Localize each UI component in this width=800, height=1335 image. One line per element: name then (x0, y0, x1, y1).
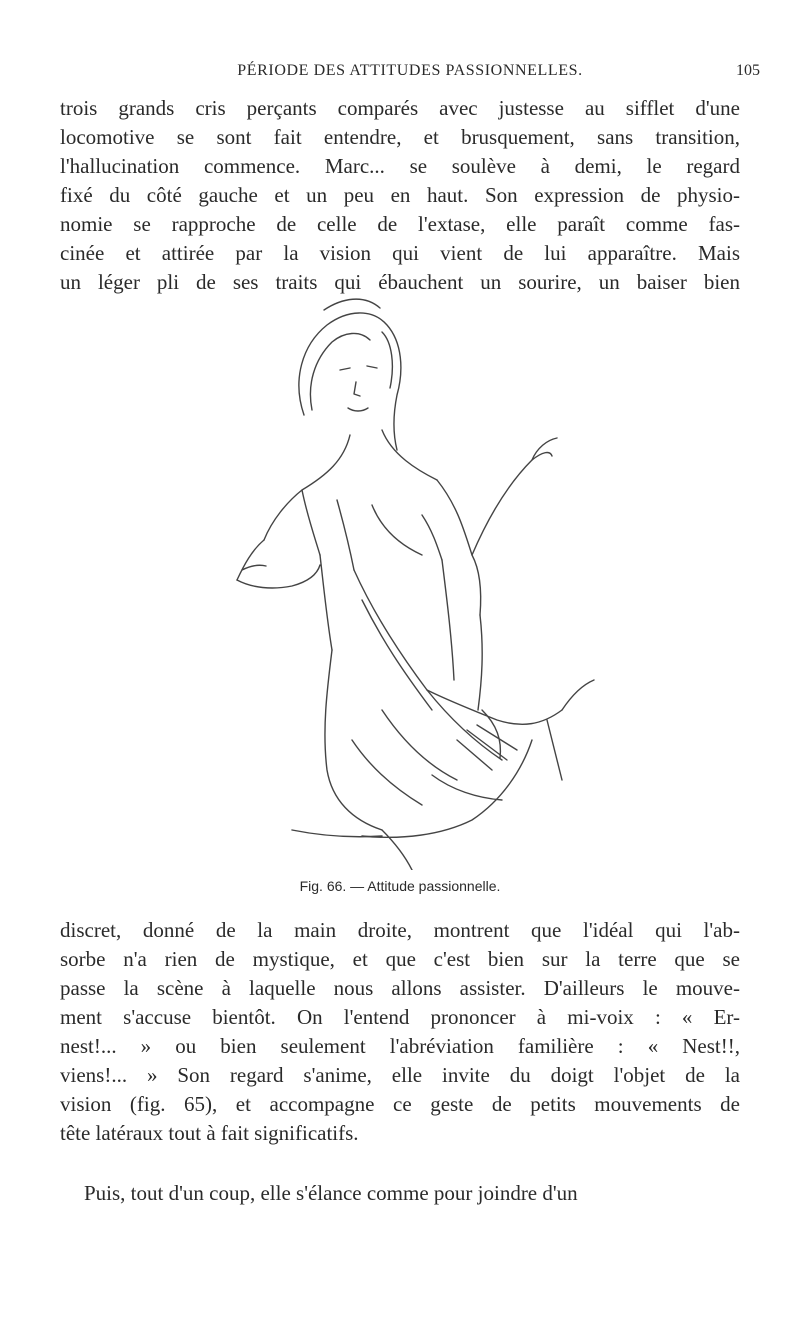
text-line: passe la scène à laquelle nous allons assister. D'ailleurs le mouve- (60, 976, 740, 1000)
text-line: vision (fig. 65), et accompagne ce geste de petits mouvements de (60, 1092, 740, 1116)
paragraph-2 (60, 916, 740, 1148)
text-line: cinée et attirée par la vision qui vient de lui apparaître. Mais (60, 241, 740, 265)
text-line: nomie se rapproche de celle de l'extase, elle paraît comme fas- (60, 212, 740, 236)
text-line: locomotive se sont fait entendre, et brusquement, sans transition, (60, 125, 740, 149)
page-number: 105 (736, 62, 760, 79)
paragraph-3 (60, 1179, 740, 1208)
figure-illustration (232, 270, 612, 870)
text-line: viens!... » Son regard s'anime, elle invite du doigt l'objet de la (60, 1063, 740, 1087)
text-line: l'hallucination commence. Marc... se soulève à demi, le regard (60, 154, 740, 178)
text-line: nest!... » ou bien seulement l'abréviation familière : « Nest!!, (60, 1034, 740, 1058)
running-head-title: PÉRIODE DES ATTITUDES PASSIONNELLES. (237, 62, 583, 79)
text-line: sorbe n'a rien de mystique, et que c'est bien sur la terre que se (60, 947, 740, 971)
text-line: tête latéraux tout à fait significatifs. (60, 1121, 359, 1145)
text-line: ment s'accuse bientôt. On l'entend prononcer à mi-voix : « Er- (60, 1005, 740, 1029)
paragraph-1 (60, 94, 740, 297)
text-line: fixé du côté gauche et un peu en haut. Son expression de physio- (60, 183, 740, 207)
figure-caption: Fig. 66. — Attitude passionnelle. (299, 878, 501, 894)
text-line: discret, donné de la main droite, montrent que l'idéal qui l'ab- (60, 918, 740, 942)
text-line: un léger pli de ses traits qui ébauchent un sourire, un baiser bien (60, 270, 740, 294)
running-header (60, 62, 760, 88)
text-line: trois grands cris perçants comparés avec justesse au sifflet d'une (60, 96, 740, 120)
text-line: Puis, tout d'un coup, elle s'élance comme pour joindre d'un (84, 1181, 578, 1205)
